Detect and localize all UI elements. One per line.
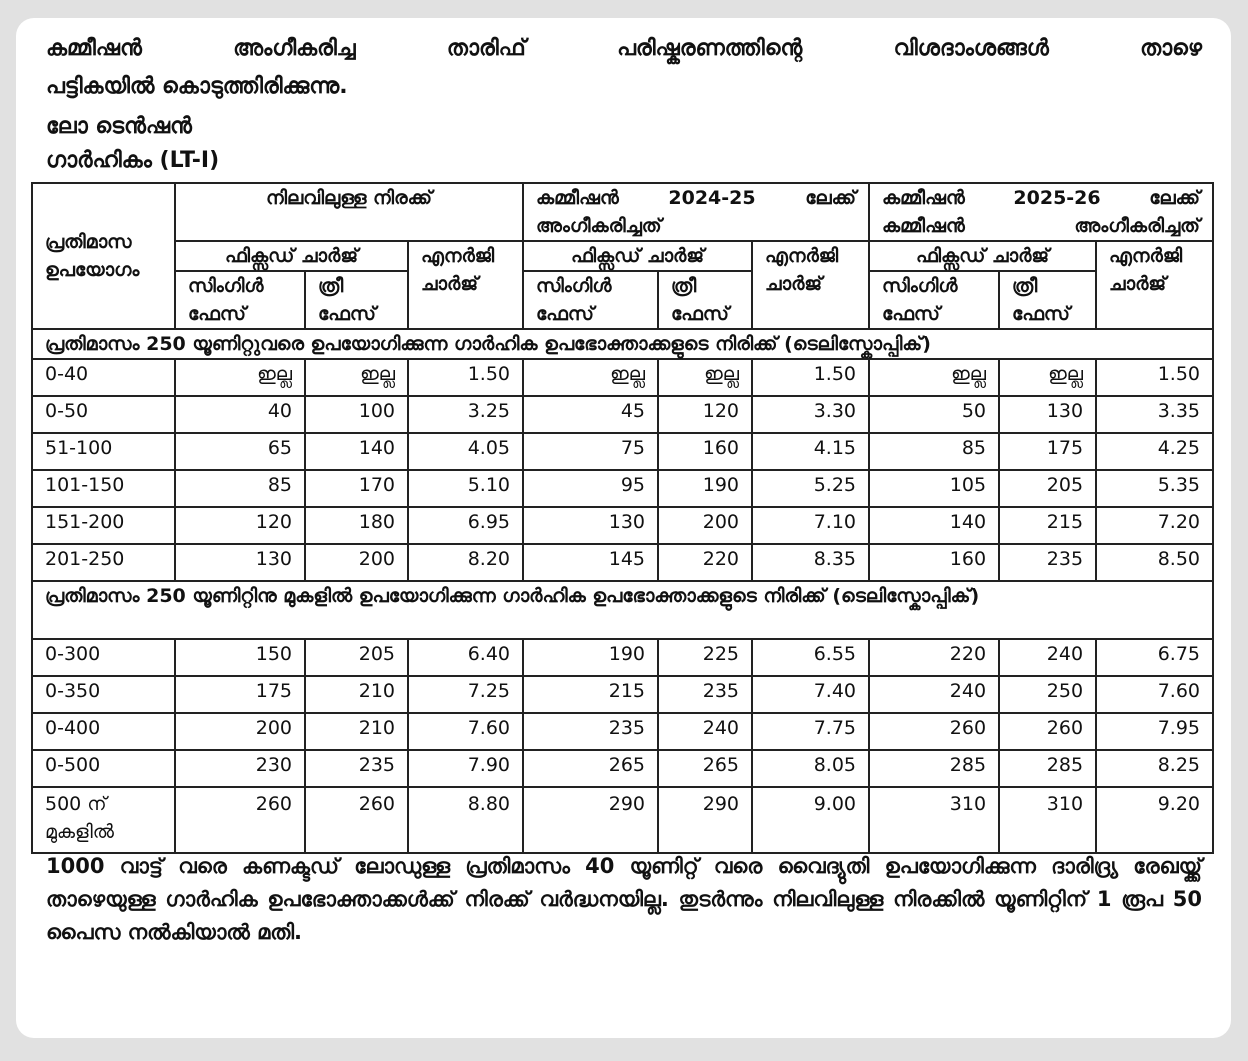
header-single-phase: സിംഗിൾ ഫേസ് [523,271,658,329]
rate-cell: 290 [523,787,658,853]
rate-cell: 235 [523,713,658,750]
header-energy-charge: എനർജി ചാർജ് [1096,241,1213,329]
header-three-phase: ത്രീ ഫേസ് [305,271,408,329]
rate-cell: 7.25 [408,676,523,713]
rate-cell: 205 [999,470,1096,507]
table-row [32,713,1213,750]
rate-cell: 230 [175,750,305,787]
rate-cell: 6.55 [752,639,869,676]
usage-range-cell: 0-300 [32,639,175,676]
table-row [32,396,1213,433]
rate-cell: 7.90 [408,750,523,787]
rate-cell: 310 [999,787,1096,853]
rate-cell: 290 [658,787,752,853]
header-current-rate: നിലവിലുള്ള നിരക്ക് [175,183,523,241]
rate-cell: 120 [175,507,305,544]
rate-cell: 6.40 [408,639,523,676]
rate-cell: 85 [869,433,999,470]
rate-cell: 85 [175,470,305,507]
usage-range-cell: 101-150 [32,470,175,507]
rate-cell: 3.25 [408,396,523,433]
header-single-phase: സിംഗിൾ ഫേസ് [175,271,305,329]
rate-cell: 7.60 [408,713,523,750]
rate-cell: 190 [523,639,658,676]
rate-cell: 40 [175,396,305,433]
rate-cell: 8.50 [1096,544,1213,581]
rate-cell: 75 [523,433,658,470]
rate-cell: 220 [869,639,999,676]
rate-cell: 130 [175,544,305,581]
intro-line-1: കമ്മീഷൻ അംഗീകരിച്ച താരിഫ് പരിഷ്കരണത്തിന്റെ വിശദാംശങ്ങൾ താഴെ [46,36,1202,61]
rate-cell: 1.50 [1096,359,1213,396]
rate-cell: 175 [999,433,1096,470]
header-fixed-charge: ഫിക്സഡ് ചാർജ് [523,241,752,271]
rate-cell: 200 [175,713,305,750]
usage-range-cell: 51-100 [32,433,175,470]
rate-cell: 200 [305,544,408,581]
rate-cell: 265 [658,750,752,787]
rate-cell: 5.35 [1096,470,1213,507]
rate-cell: 285 [999,750,1096,787]
header-approved-2024-25: കമ്മീഷൻ 2024-25 ലേക്ക് അംഗീകരിച്ചത് [523,183,869,241]
rate-cell: 7.60 [1096,676,1213,713]
rate-cell: 215 [523,676,658,713]
rate-cell: 260 [305,787,408,853]
rate-cell: 5.10 [408,470,523,507]
rate-cell: 160 [658,433,752,470]
subheading-low-tension: ലോ ടെൻഷൻ [46,114,192,139]
usage-range-cell: 151-200 [32,507,175,544]
rate-cell: 8.80 [408,787,523,853]
rate-cell: 120 [658,396,752,433]
rate-cell: 160 [869,544,999,581]
rate-cell: 260 [175,787,305,853]
rate-cell: 7.75 [752,713,869,750]
rate-cell: 4.25 [1096,433,1213,470]
rate-cell: 180 [305,507,408,544]
rate-cell: 145 [523,544,658,581]
rate-cell: 7.20 [1096,507,1213,544]
rate-cell: 9.00 [752,787,869,853]
header-single-phase: സിംഗിൾ ഫേസ് [869,271,999,329]
header-fixed-charge: ഫിക്സഡ് ചാർജ് [869,241,1096,271]
rate-cell: 260 [869,713,999,750]
rate-cell: 4.15 [752,433,869,470]
rate-cell: 190 [658,470,752,507]
rate-cell: 260 [999,713,1096,750]
rate-cell: ഇല്ല [869,359,999,396]
rows-above-250 [32,639,1213,853]
table-row [32,359,1213,396]
rate-cell: 235 [305,750,408,787]
rate-cell: 8.05 [752,750,869,787]
rate-cell: 1.50 [752,359,869,396]
rate-cell: 4.05 [408,433,523,470]
table-row [32,433,1213,470]
band-upto-250-units: പ്രതിമാസം 250 യൂണിറ്റുവരെ ഉപയോഗിക്കുന്ന ഗാർഹിക ഉപഭോക്താക്കളുടെ നിരിക്ക് (ടെലിസ്കോപ്പിക്) [32,329,1213,359]
usage-range-cell: 0-500 [32,750,175,787]
rate-cell: 6.95 [408,507,523,544]
tariff-table [31,182,1214,854]
usage-range-cell: 500 ന് മുകളിൽ [32,787,175,853]
table-row [32,544,1213,581]
rate-cell: 3.35 [1096,396,1213,433]
usage-range-cell: 0-350 [32,676,175,713]
rows-upto-250 [32,359,1213,581]
rate-cell: 215 [999,507,1096,544]
table-row [32,639,1213,676]
rate-cell: 240 [999,639,1096,676]
header-three-phase: ത്രീ ഫേസ് [658,271,752,329]
rate-cell: 5.25 [752,470,869,507]
rate-cell: 235 [999,544,1096,581]
rate-cell: 150 [175,639,305,676]
rate-cell: 7.10 [752,507,869,544]
rate-cell: 310 [869,787,999,853]
rate-cell: 220 [658,544,752,581]
rate-cell: 240 [658,713,752,750]
header-approved-2025-26: കമ്മീഷൻ 2025-26 ലേക്ക് കമ്മീഷൻ അംഗീകരിച്ചത് [869,183,1213,241]
rate-cell: 8.35 [752,544,869,581]
table-row [32,676,1213,713]
footer-note: 1000 വാട്ട് വരെ കണക്ടഡ് ലോഡുള്ള പ്രതിമാസം 40 യൂണിറ്റ് വരെ വൈദ്യുതി ഉപയോഗിക്കുന്ന ദാരിദ്ര്യ രേഖയ്ക്ക് താഴെയുള്ള ഗാർഹിക ഉപഭോക്താക്കൾക്ക് നിരക്ക് വർദ്ധനയില്ല. തുടർന്നും നിലവിലുള്ള നിരക്കിൽ യൂണിറ്റിന് 1 രൂപ 50 പൈസ നൽകിയാൽ മതി. [46,854,1202,944]
table-row [32,787,1213,853]
rate-cell: ഇല്ല [523,359,658,396]
rate-cell: 45 [523,396,658,433]
rate-cell: 130 [523,507,658,544]
rate-cell: ഇല്ല [999,359,1096,396]
rate-cell: 105 [869,470,999,507]
rate-cell: ഇല്ല [175,359,305,396]
rate-cell: 210 [305,676,408,713]
usage-range-cell: 201-250 [32,544,175,581]
rate-cell: 3.30 [752,396,869,433]
rate-cell: 140 [869,507,999,544]
rate-cell: 170 [305,470,408,507]
usage-range-cell: 0-50 [32,396,175,433]
band-above-250-units: പ്രതിമാസം 250 യൂണിറ്റിനു മുകളിൽ ഉപയോഗിക്കുന്ന ഗാർഹിക ഉപഭോക്താക്കളുടെ നിരിക്ക് (ടെലിസ്കോപ്പിക്) [32,581,1213,639]
rate-cell: 225 [658,639,752,676]
rate-cell: ഇല്ല [658,359,752,396]
rate-cell: 8.25 [1096,750,1213,787]
rate-cell: 1.50 [408,359,523,396]
rate-cell: 205 [305,639,408,676]
rate-cell: 7.95 [1096,713,1213,750]
table-row [32,507,1213,544]
intro-line-2: പട്ടികയിൽ കൊടുത്തിരിക്കുന്നു. [46,74,348,99]
rate-cell: 9.20 [1096,787,1213,853]
rate-cell: 100 [305,396,408,433]
header-energy-charge: എനർജി ചാർജ് [408,241,523,329]
rate-cell: 240 [869,676,999,713]
rate-cell: 285 [869,750,999,787]
rate-cell: 130 [999,396,1096,433]
rate-cell: 235 [658,676,752,713]
table-row [32,470,1213,507]
rate-cell: 140 [305,433,408,470]
rate-cell: 265 [523,750,658,787]
rate-cell: 6.75 [1096,639,1213,676]
subheading-domestic: ഗാർഹികം (LT-I) [46,148,220,173]
header-energy-charge: എനർജി ചാർജ് [752,241,869,329]
rate-cell: 50 [869,396,999,433]
rate-cell: ഇല്ല [305,359,408,396]
rate-cell: 65 [175,433,305,470]
rate-cell: 175 [175,676,305,713]
rate-cell: 8.20 [408,544,523,581]
usage-range-cell: 0-400 [32,713,175,750]
rate-cell: 200 [658,507,752,544]
rate-cell: 7.40 [752,676,869,713]
rate-cell: 250 [999,676,1096,713]
header-three-phase: ത്രീ ഫേസ് [999,271,1096,329]
header-monthly-usage: പ്രതിമാസ ഉപയോഗം [32,183,175,329]
header-fixed-charge: ഫിക്സഡ് ചാർജ് [175,241,408,271]
usage-range-cell: 0-40 [32,359,175,396]
rate-cell: 95 [523,470,658,507]
table-row [32,750,1213,787]
rate-cell: 210 [305,713,408,750]
